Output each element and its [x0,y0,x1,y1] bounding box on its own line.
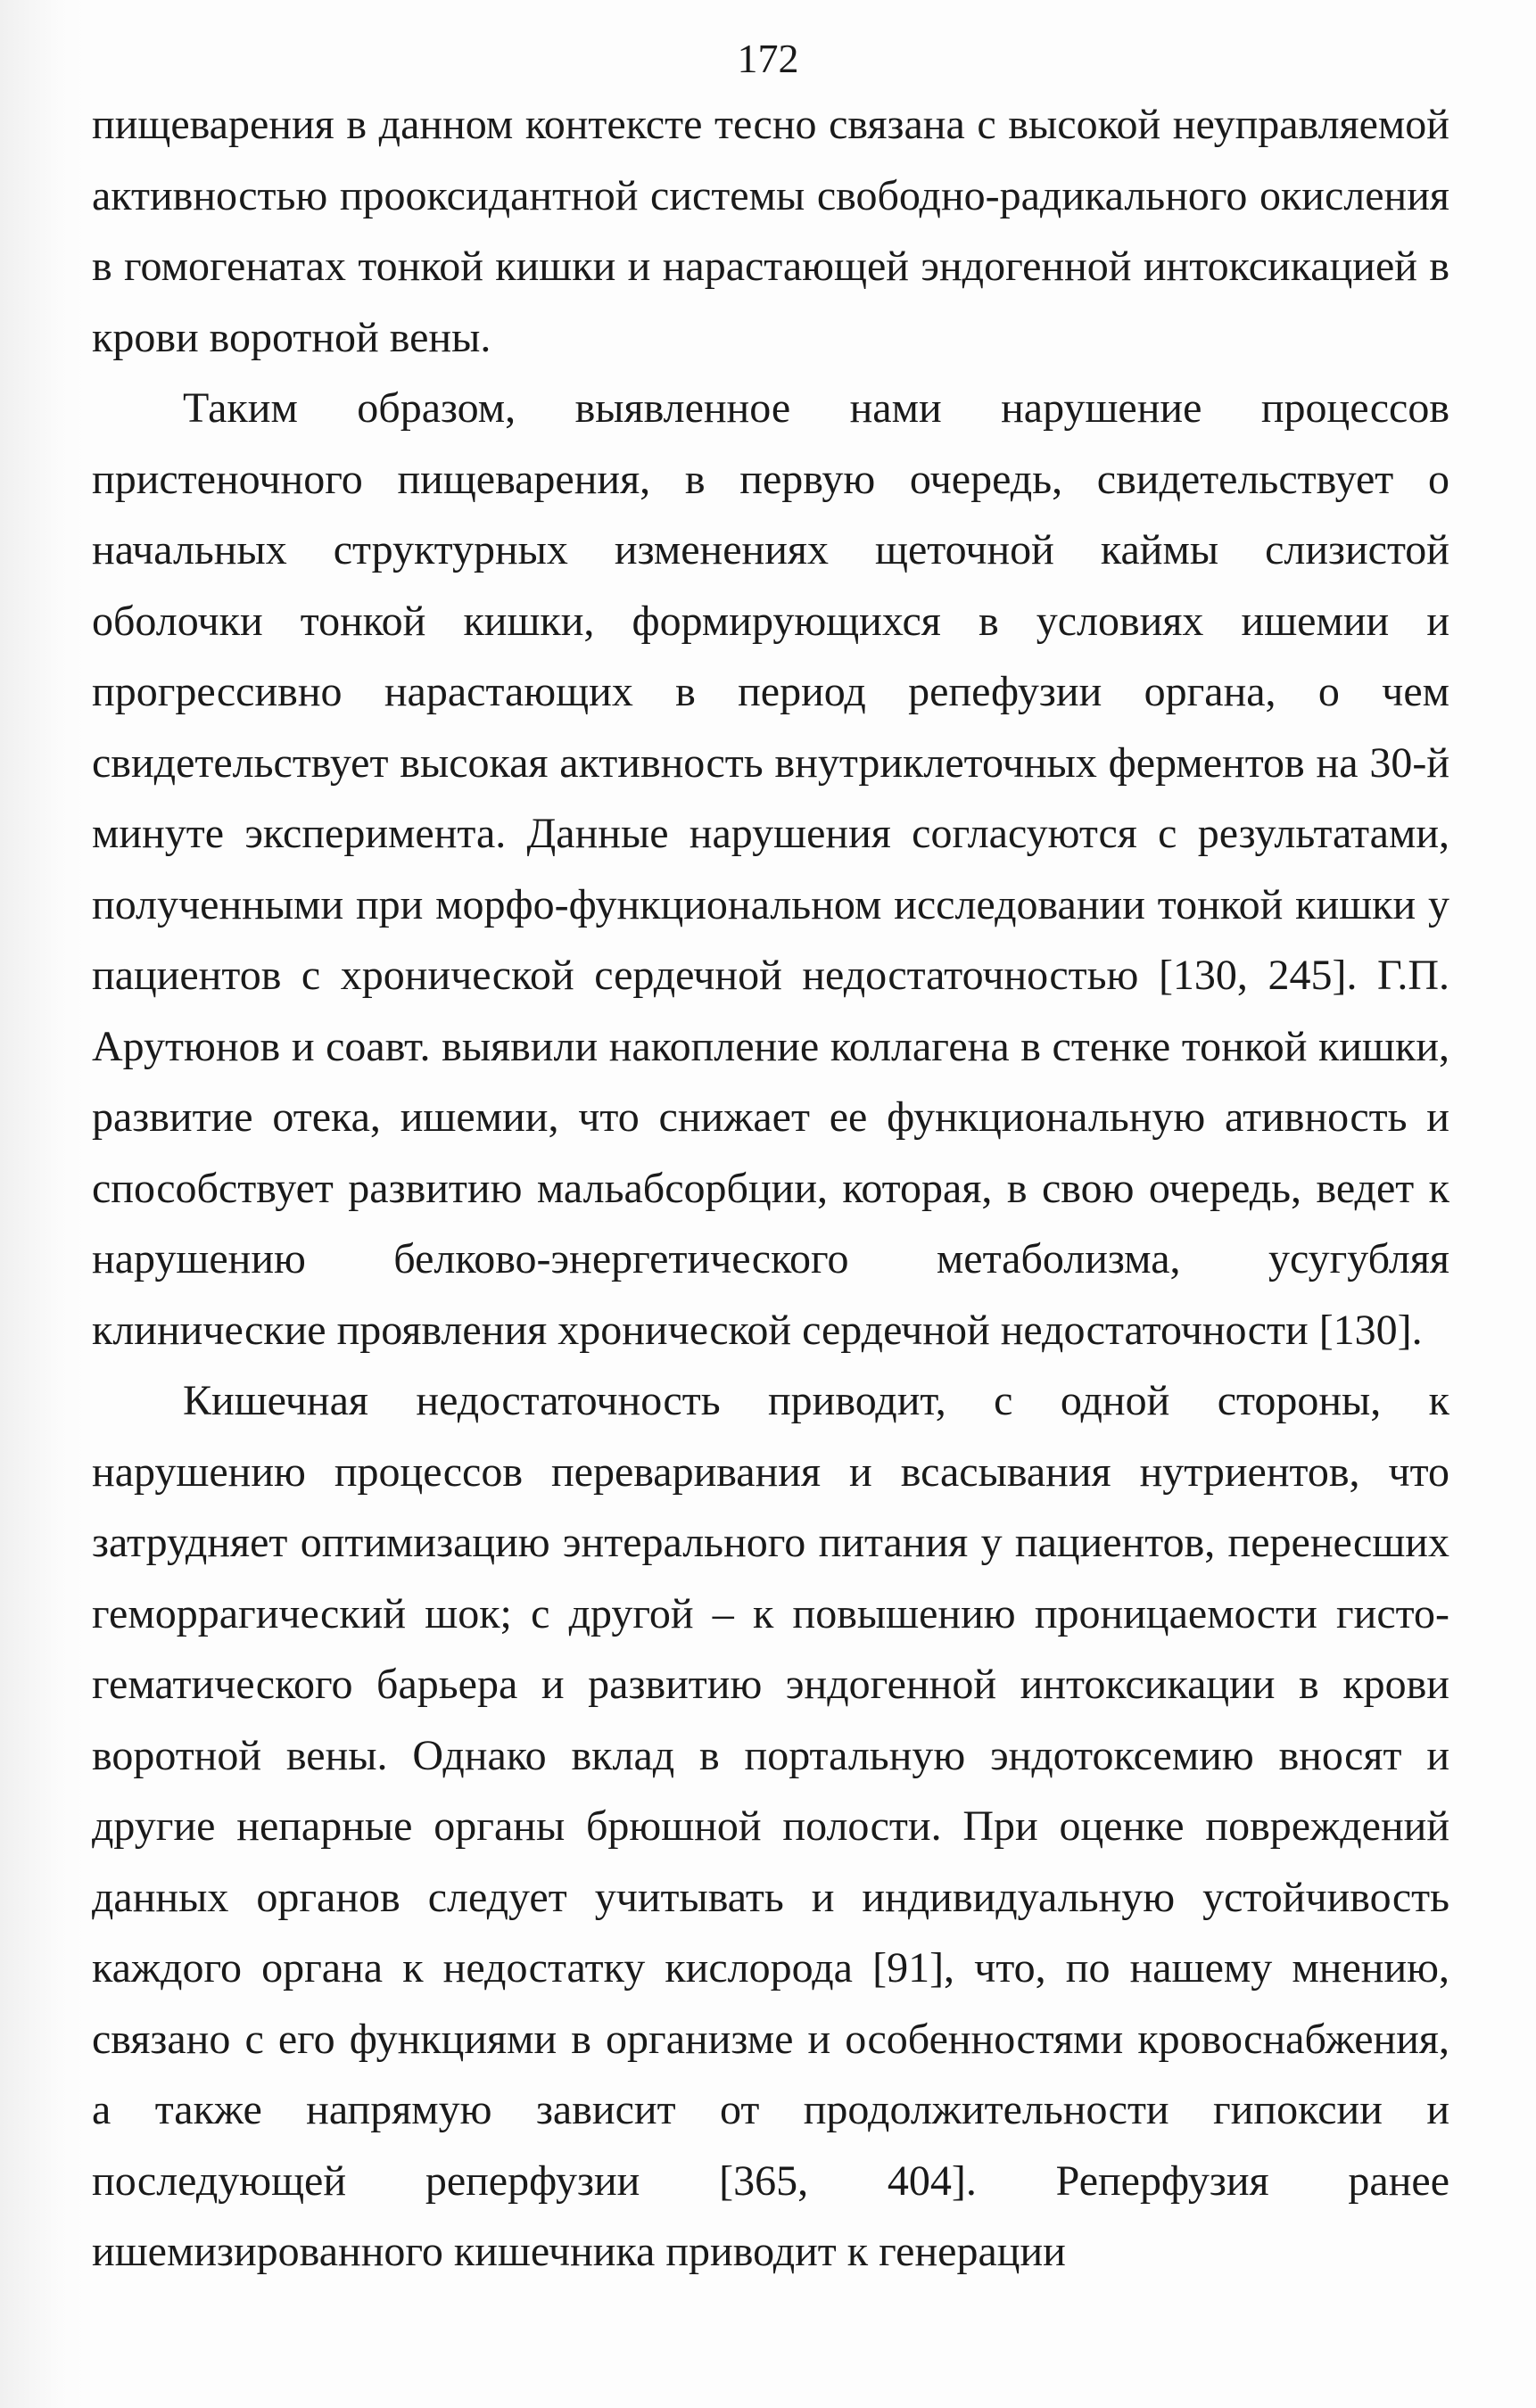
page-number: 172 [737,36,799,81]
paragraph-continued: пищеварения в данном контексте тесно связана с высокой неуправляемой активностью прооксидантной системы свободно-радикального окисления в гомогенатах тонкой кишки и нарастающей эндогенной интоксикацией в крови воротной вены. [92,101,1449,361]
scan-edge-shadow [0,0,85,2408]
body-text [92,89,1449,2288]
paragraph-intestinal-insufficiency: Кишечная недостаточность приводит, с одной стороны, к нарушению процессов переваривания и всасывания нутриентов, что затрудняет оптимизацию энтерального питания у пациентов, перенесших геморрагический шок; с другой – к повышению проницаемости гисто-гематического барьера и развитию эндогенной интоксикации в крови воротной вены. Однако вклад в портальную эндотоксемию вносят и другие непарные органы брюшной полости. При оценке повреждений данных органов следует учитывать и индивидуальную устойчивость каждого органа к недостатку кислорода [91], что, по нашему мнению, связано с его функциями в организме и особенностями кровоснабжения, а также напрямую зависит от продолжительности гипоксии и последующей реперфузии [365, 404]. Реперфузия ранее ишемизированного кишечника приводит к генерации [92,1377,1449,2275]
paragraph-conclusion: Таким образом, выявленное нами нарушение процессов пристеночного пищеварения, в первую очередь, свидетельствует о начальных структурных изменениях щеточной каймы слизистой оболочки тонкой кишки, формирующихся в условиях ишемии и прогрессивно нарастающих в период репефузии органа, о чем свидетельствует высокая активность внутриклеточных ферментов на 30-й минуте эксперимента. Данные нарушения согласуются с результатами, полученными при морфо-функциональном исследовании тонкой кишки у пациентов с хронической сердечной недостаточностью [130, 245]. Г.П. Арутюнов и соавт. выявили накопление коллагена в стенке тонкой кишки, развитие отека, ишемии, что снижает ее функциональную ативность и способствует развитию мальабсорбции, которая, в свою очередь, ведет к нарушению белково-энергетического метаболизма, усугубляя клинические проявления хронической сердечной недостаточности [130]. [92,384,1449,1354]
